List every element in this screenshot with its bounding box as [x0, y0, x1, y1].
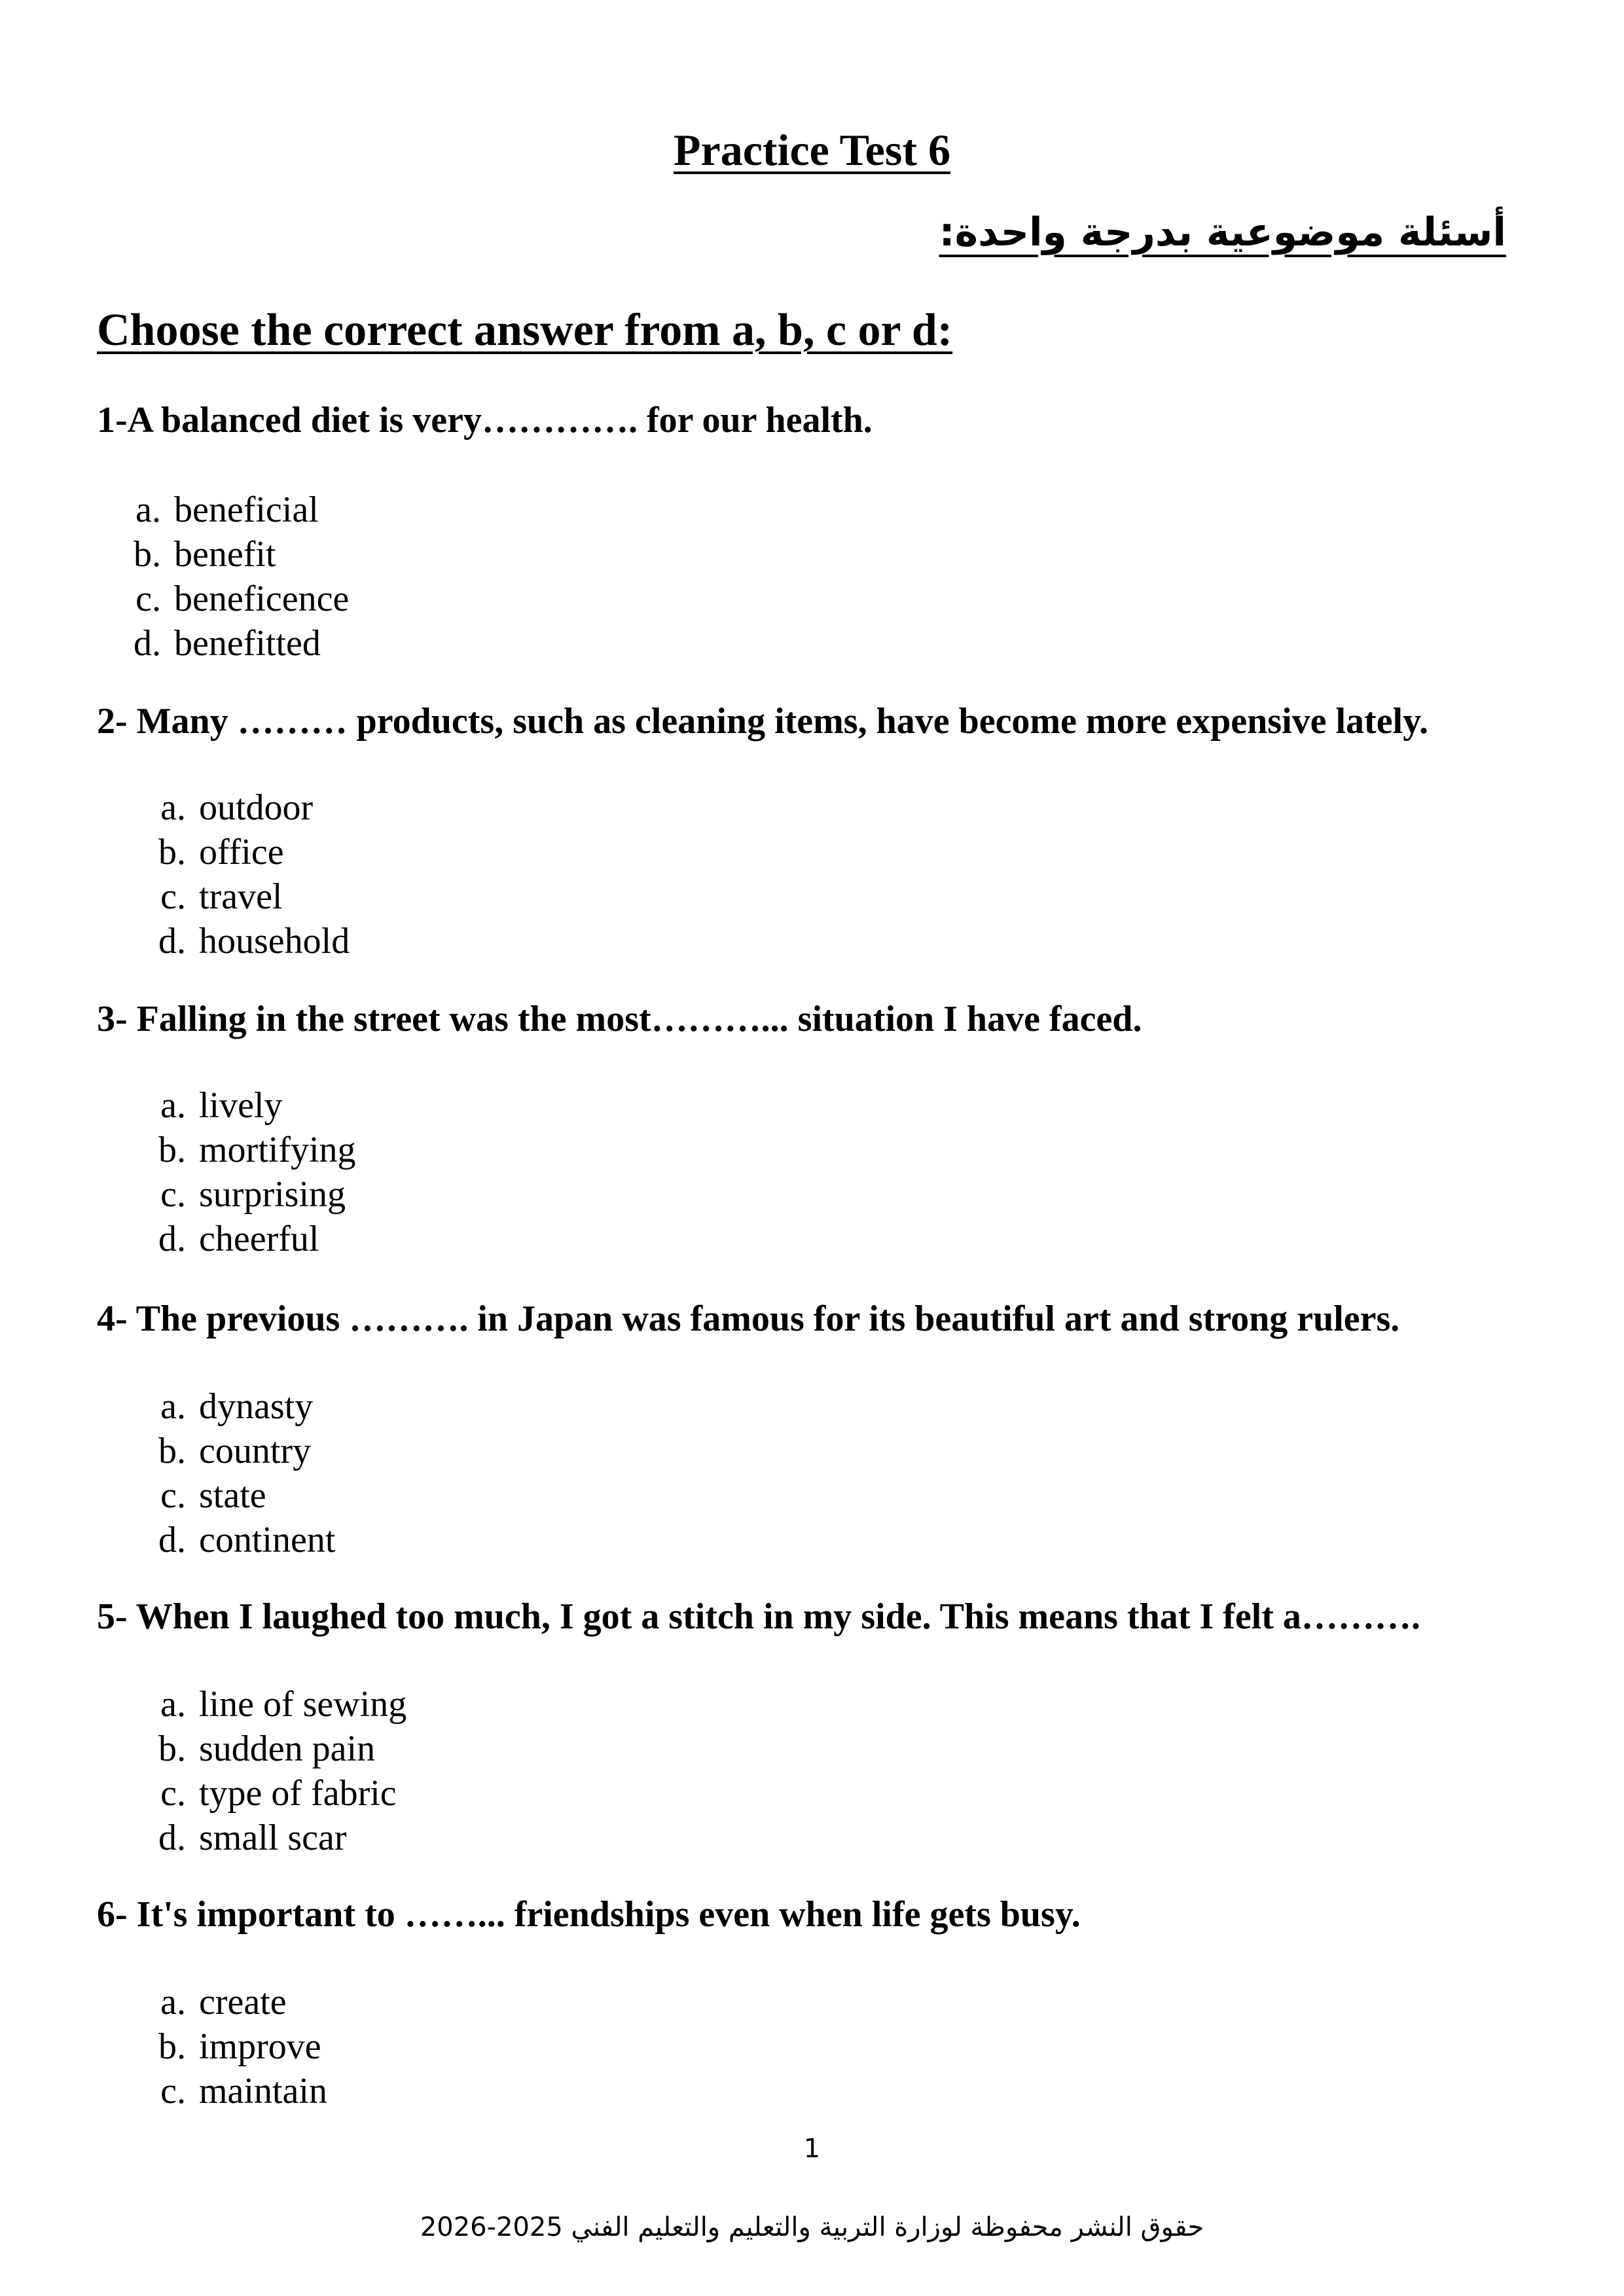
copyright-footer: حقوق النشر محفوظة لوزارة التربية والتعليم والتعليم الفني 2025-2026 [420, 2212, 1204, 2242]
option-4a[interactable]: a. dynasty [160, 1386, 314, 1427]
question-3: 3- Falling in the street was the most………... situation I have faced. [97, 999, 1142, 1039]
option-4b[interactable]: b. country [158, 1431, 312, 1471]
options-list-2 [118, 785, 350, 963]
option-5c[interactable]: c. type of fabric [160, 1773, 397, 1814]
page-title: Practice Test 6 [674, 125, 950, 175]
option-2d[interactable]: d. household [158, 921, 350, 961]
option-6c[interactable]: c. maintain [160, 2071, 327, 2111]
option-3b[interactable]: b. mortifying [158, 1130, 356, 1170]
option-5a[interactable]: a. line of sewing [160, 1684, 407, 1725]
question-6: 6- It's important to ……... friendships even when life gets busy. [97, 1894, 1081, 1935]
option-3c[interactable]: c. surprising [160, 1174, 346, 1215]
page-number: 1 [803, 2134, 821, 2164]
option-2b[interactable]: b. office [158, 832, 284, 872]
option-1d[interactable]: d. benefitted [134, 623, 321, 664]
question-2: 2- Many ……… products, such as cleaning items, have become more expensive lately. [97, 701, 1429, 742]
options-list-5 [118, 1682, 406, 1860]
options-list-4 [118, 1384, 335, 1562]
option-2a[interactable]: a. outdoor [160, 787, 314, 828]
option-3a[interactable]: a. lively [160, 1085, 283, 1126]
arabic-heading: أسئلة موضوعية بدرجة واحدة: [939, 209, 1506, 255]
option-1b[interactable]: b. benefit [134, 534, 276, 575]
option-4d[interactable]: d. continent [158, 1520, 336, 1560]
option-6b[interactable]: b. improve [158, 2026, 321, 2067]
question-5: 5- When I laughed too much, I got a stitch in my side. This means that I felt a………. [97, 1596, 1420, 1637]
option-3d[interactable]: d. cheerful [158, 1219, 319, 1259]
options-list-3 [118, 1083, 356, 1261]
option-6a[interactable]: a. create [160, 1982, 287, 2022]
options-list-6 [118, 1980, 327, 2113]
option-1a[interactable]: a. beneficial [135, 490, 319, 530]
question-4: 4- The previous ………. in Japan was famous for its beautiful art and strong rulers. [97, 1299, 1400, 1339]
option-5d[interactable]: d. small scar [158, 1818, 347, 1858]
options-list-1 [118, 488, 349, 666]
instruction-heading: Choose the correct answer from a, b, c or d: [97, 305, 953, 355]
option-1c[interactable]: c. beneficence [135, 579, 350, 619]
option-4c[interactable]: c. state [160, 1475, 266, 1516]
option-5b[interactable]: b. sudden pain [158, 1729, 376, 1769]
question-1: 1-A balanced diet is very…………. for our health. [97, 400, 873, 440]
option-2c[interactable]: c. travel [160, 876, 283, 917]
